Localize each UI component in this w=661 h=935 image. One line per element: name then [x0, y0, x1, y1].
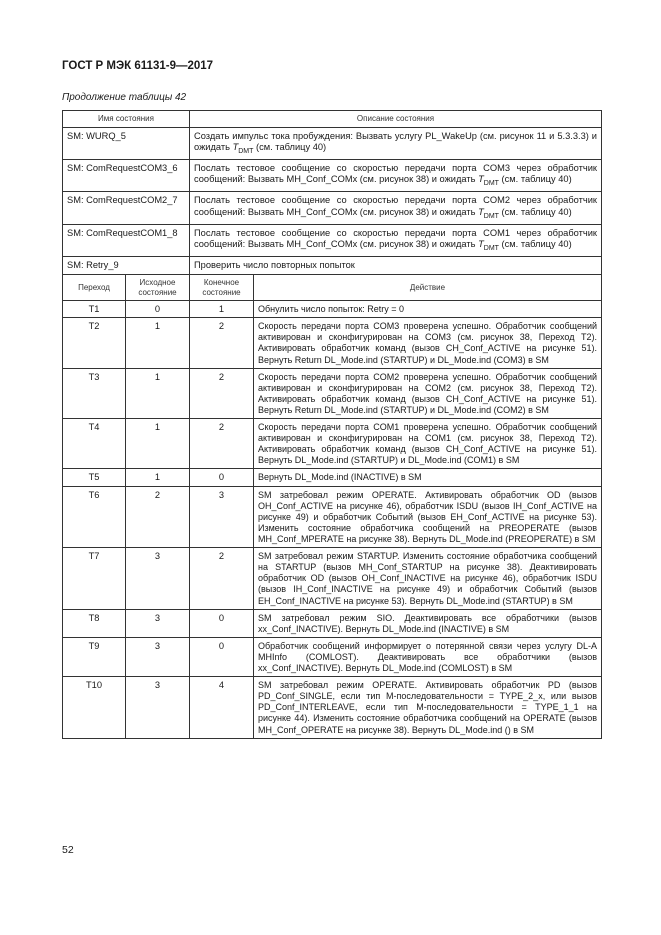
action-cell: SM затребовал режим OPERATE. Активировать обработчик PD (вызов PD_Conf_SINGLE, если тип M-последовательности = TYPE_2_x, или вызов PD_Conf_INTERLEAVE, если тип M-последовательности = TYPE_1_1 на рисунке 44). Изменить состояние обработчика сообщений на OPERATE (вызов MH_Conf_OPERATE на рисунке 38). Вернуть DL_Mode.ind () в SM: [254, 677, 602, 738]
source-state-cell: 3: [126, 548, 190, 609]
transition-id-cell: T6: [63, 486, 126, 547]
source-state-cell: 1: [126, 368, 190, 418]
state-desc-cell: Послать тестовое сообщение со скоростью передачи порта COM1 через обработчик сообщений: Вызвать MH_Conf_COMx (см. рисунок 38) и ожидать $T_{DMT}$ (см. таблицу 40): [190, 224, 602, 256]
transition-id-cell: T5: [63, 469, 126, 486]
state-row: [63, 192, 602, 224]
target-state-cell: 2: [190, 368, 254, 418]
state-name-cell: SM: ComRequestCOM3_6: [63, 159, 190, 191]
states-table: [62, 110, 602, 275]
action-cell: Скорость передачи порта COM1 проверена успешно. Обработчик сообщений активирован и сконфигурирован на COM1 (см. рисунок 38, Переход T2). Активировать обработчик команд (вызов CH_Conf_ACTIVE на рисунке 51). Вернуть DL_Mode.ind (STARTUP) и DL_Mode.ind (COM1) в SM: [254, 419, 602, 469]
col-header-source-state: Исходное состояние: [126, 275, 190, 301]
action-cell: Обработчик сообщений информирует о потерянной связи через услугу DL-A MHInfo (COMLOST). Деактивировать все обработчики (вызов xx_Conf_INACTIVE). Вернуть DL_Mode.ind (COMLOST) в SM: [254, 637, 602, 676]
transition-id-cell: T7: [63, 548, 126, 609]
transition-row: [63, 368, 602, 418]
source-state-cell: 1: [126, 469, 190, 486]
target-state-cell: 2: [190, 419, 254, 469]
action-cell: Скорость передачи порта COM3 проверена успешно. Обработчик сообщений активирован и сконфигурирован на COM3 (см. рисунок 38, Переход T2). Активировать обработчик команд (вызов CH_Conf_ACTIVE на рисунке 51). Вернуть Return DL_Mode.ind (STARTUP) и DL_Mode.ind (COM3) в SM: [254, 318, 602, 368]
target-state-cell: 1: [190, 301, 254, 318]
action-cell: Вернуть DL_Mode.ind (INACTIVE) в SM: [254, 469, 602, 486]
state-row: [63, 224, 602, 256]
transition-id-cell: T3: [63, 368, 126, 418]
state-desc-cell: Послать тестовое сообщение со скоростью передачи порта COM3 через обработчик сообщений: Вызвать MH_Conf_COMx (см. рисунок 38) и ожидать $T_{DMT}$ (см. таблицу 40): [190, 159, 602, 191]
target-state-cell: 4: [190, 677, 254, 738]
col-header-target-state: Конечное состояние: [190, 275, 254, 301]
transition-row: [63, 486, 602, 547]
transition-id-cell: T8: [63, 609, 126, 637]
target-state-cell: 0: [190, 609, 254, 637]
transition-id-cell: T9: [63, 637, 126, 676]
state-desc-cell: Создать импульс тока пробуждения: Вызвать услугу PL_WakeUp (см. рисунок 11 и 5.3.3.3) и ожидать $T_{DMT}$ (см. таблицу 40): [190, 127, 602, 159]
transition-row: [63, 318, 602, 368]
transition-id-cell: T1: [63, 301, 126, 318]
transition-id-cell: T10: [63, 677, 126, 738]
col-header-transition: Переход: [63, 275, 126, 301]
transition-id-cell: T2: [63, 318, 126, 368]
state-name-cell: SM: ComRequestCOM2_7: [63, 192, 190, 224]
transition-row: [63, 548, 602, 609]
state-row: [63, 127, 602, 159]
transition-row: [63, 301, 602, 318]
table-caption: Продолжение таблицы 42: [62, 92, 187, 103]
target-state-cell: 2: [190, 318, 254, 368]
document-header: ГОСТ Р МЭК 61131-9—2017: [62, 60, 214, 72]
state-row: [63, 159, 602, 191]
transition-row: [63, 677, 602, 738]
state-row: [63, 257, 602, 274]
col-header-state-name: Имя состояния: [63, 111, 190, 128]
state-name-cell: SM: Retry_9: [63, 257, 190, 274]
action-cell: Обнулить число попыток: Retry = 0: [254, 301, 602, 318]
state-desc-cell: Послать тестовое сообщение со скоростью передачи порта COM2 через обработчик сообщений: Вызвать MH_Conf_COMx (см. рисунок 38) и ожидать $T_{DMT}$ (см. таблицу 40): [190, 192, 602, 224]
transition-row: [63, 469, 602, 486]
source-state-cell: 0: [126, 301, 190, 318]
target-state-cell: 0: [190, 637, 254, 676]
source-state-cell: 3: [126, 637, 190, 676]
action-cell: Скорость передачи порта COM2 проверена успешно. Обработчик сообщений активирован и сконфигурирован на COM2 (см. рисунок 38, Переход T2). Активировать обработчик команд (вызов CH_Conf_ACTIVE на рисунке 51). Вернуть Return DL_Mode.ind (STARTUP) и DL_Mode.ind (COM2) в SM: [254, 368, 602, 418]
source-state-cell: 1: [126, 318, 190, 368]
target-state-cell: 3: [190, 486, 254, 547]
page-number: 52: [62, 844, 74, 856]
col-header-action: Действие: [254, 275, 602, 301]
source-state-cell: 3: [126, 677, 190, 738]
transition-row: [63, 609, 602, 637]
state-name-cell: SM: WURQ_5: [63, 127, 190, 159]
action-cell: SM затребовал режим SIO. Деактивировать все обработчики (вызов xx_Conf_INACTIVE). Вернуть DL_Mode.ind (INACTIVE) в SM: [254, 609, 602, 637]
action-cell: SM затребовал режим OPERATE. Активировать обработчик OD (вызов OH_Conf_ACTIVE на рисунке 46), обработчик ISDU (вызов IH_Conf_ACTIVE на рисунке 49) и обработчик Событий (вызов EH_Conf_ACTIVE на рисунке 53). Изменить состояние обработчика сообщений на PREOPERATE (вызов MH_Conf_MPERATE на рисунке 38). Вернуть DL_Mode.ind (PREOPERATE) в SM: [254, 486, 602, 547]
source-state-cell: 3: [126, 609, 190, 637]
target-state-cell: 2: [190, 548, 254, 609]
transition-row: [63, 419, 602, 469]
transitions-table: [62, 274, 602, 739]
state-name-cell: SM: ComRequestCOM1_8: [63, 224, 190, 256]
col-header-state-desc: Описание состояния: [190, 111, 602, 128]
source-state-cell: 2: [126, 486, 190, 547]
state-desc-cell: Проверить число повторных попыток: [190, 257, 602, 274]
source-state-cell: 1: [126, 419, 190, 469]
transition-row: [63, 637, 602, 676]
target-state-cell: 0: [190, 469, 254, 486]
transition-id-cell: T4: [63, 419, 126, 469]
action-cell: SM затребовал режим STARTUP. Изменить состояние обработчика сообщений на STARTUP (вызов MH_Conf_STARTUP на рисунке 38). Деактивировать обработчик OD (вызов OH_Conf_INACTIVE на рисунке 46), обработчик ISDU (вызов IH_Conf_INACTIVE на рисунке 49) и обработчик Событий (вызов EH_Conf_INACTIVE на рисунке 53). Вернуть DL_Mode.ind (STARTUP) в SM: [254, 548, 602, 609]
